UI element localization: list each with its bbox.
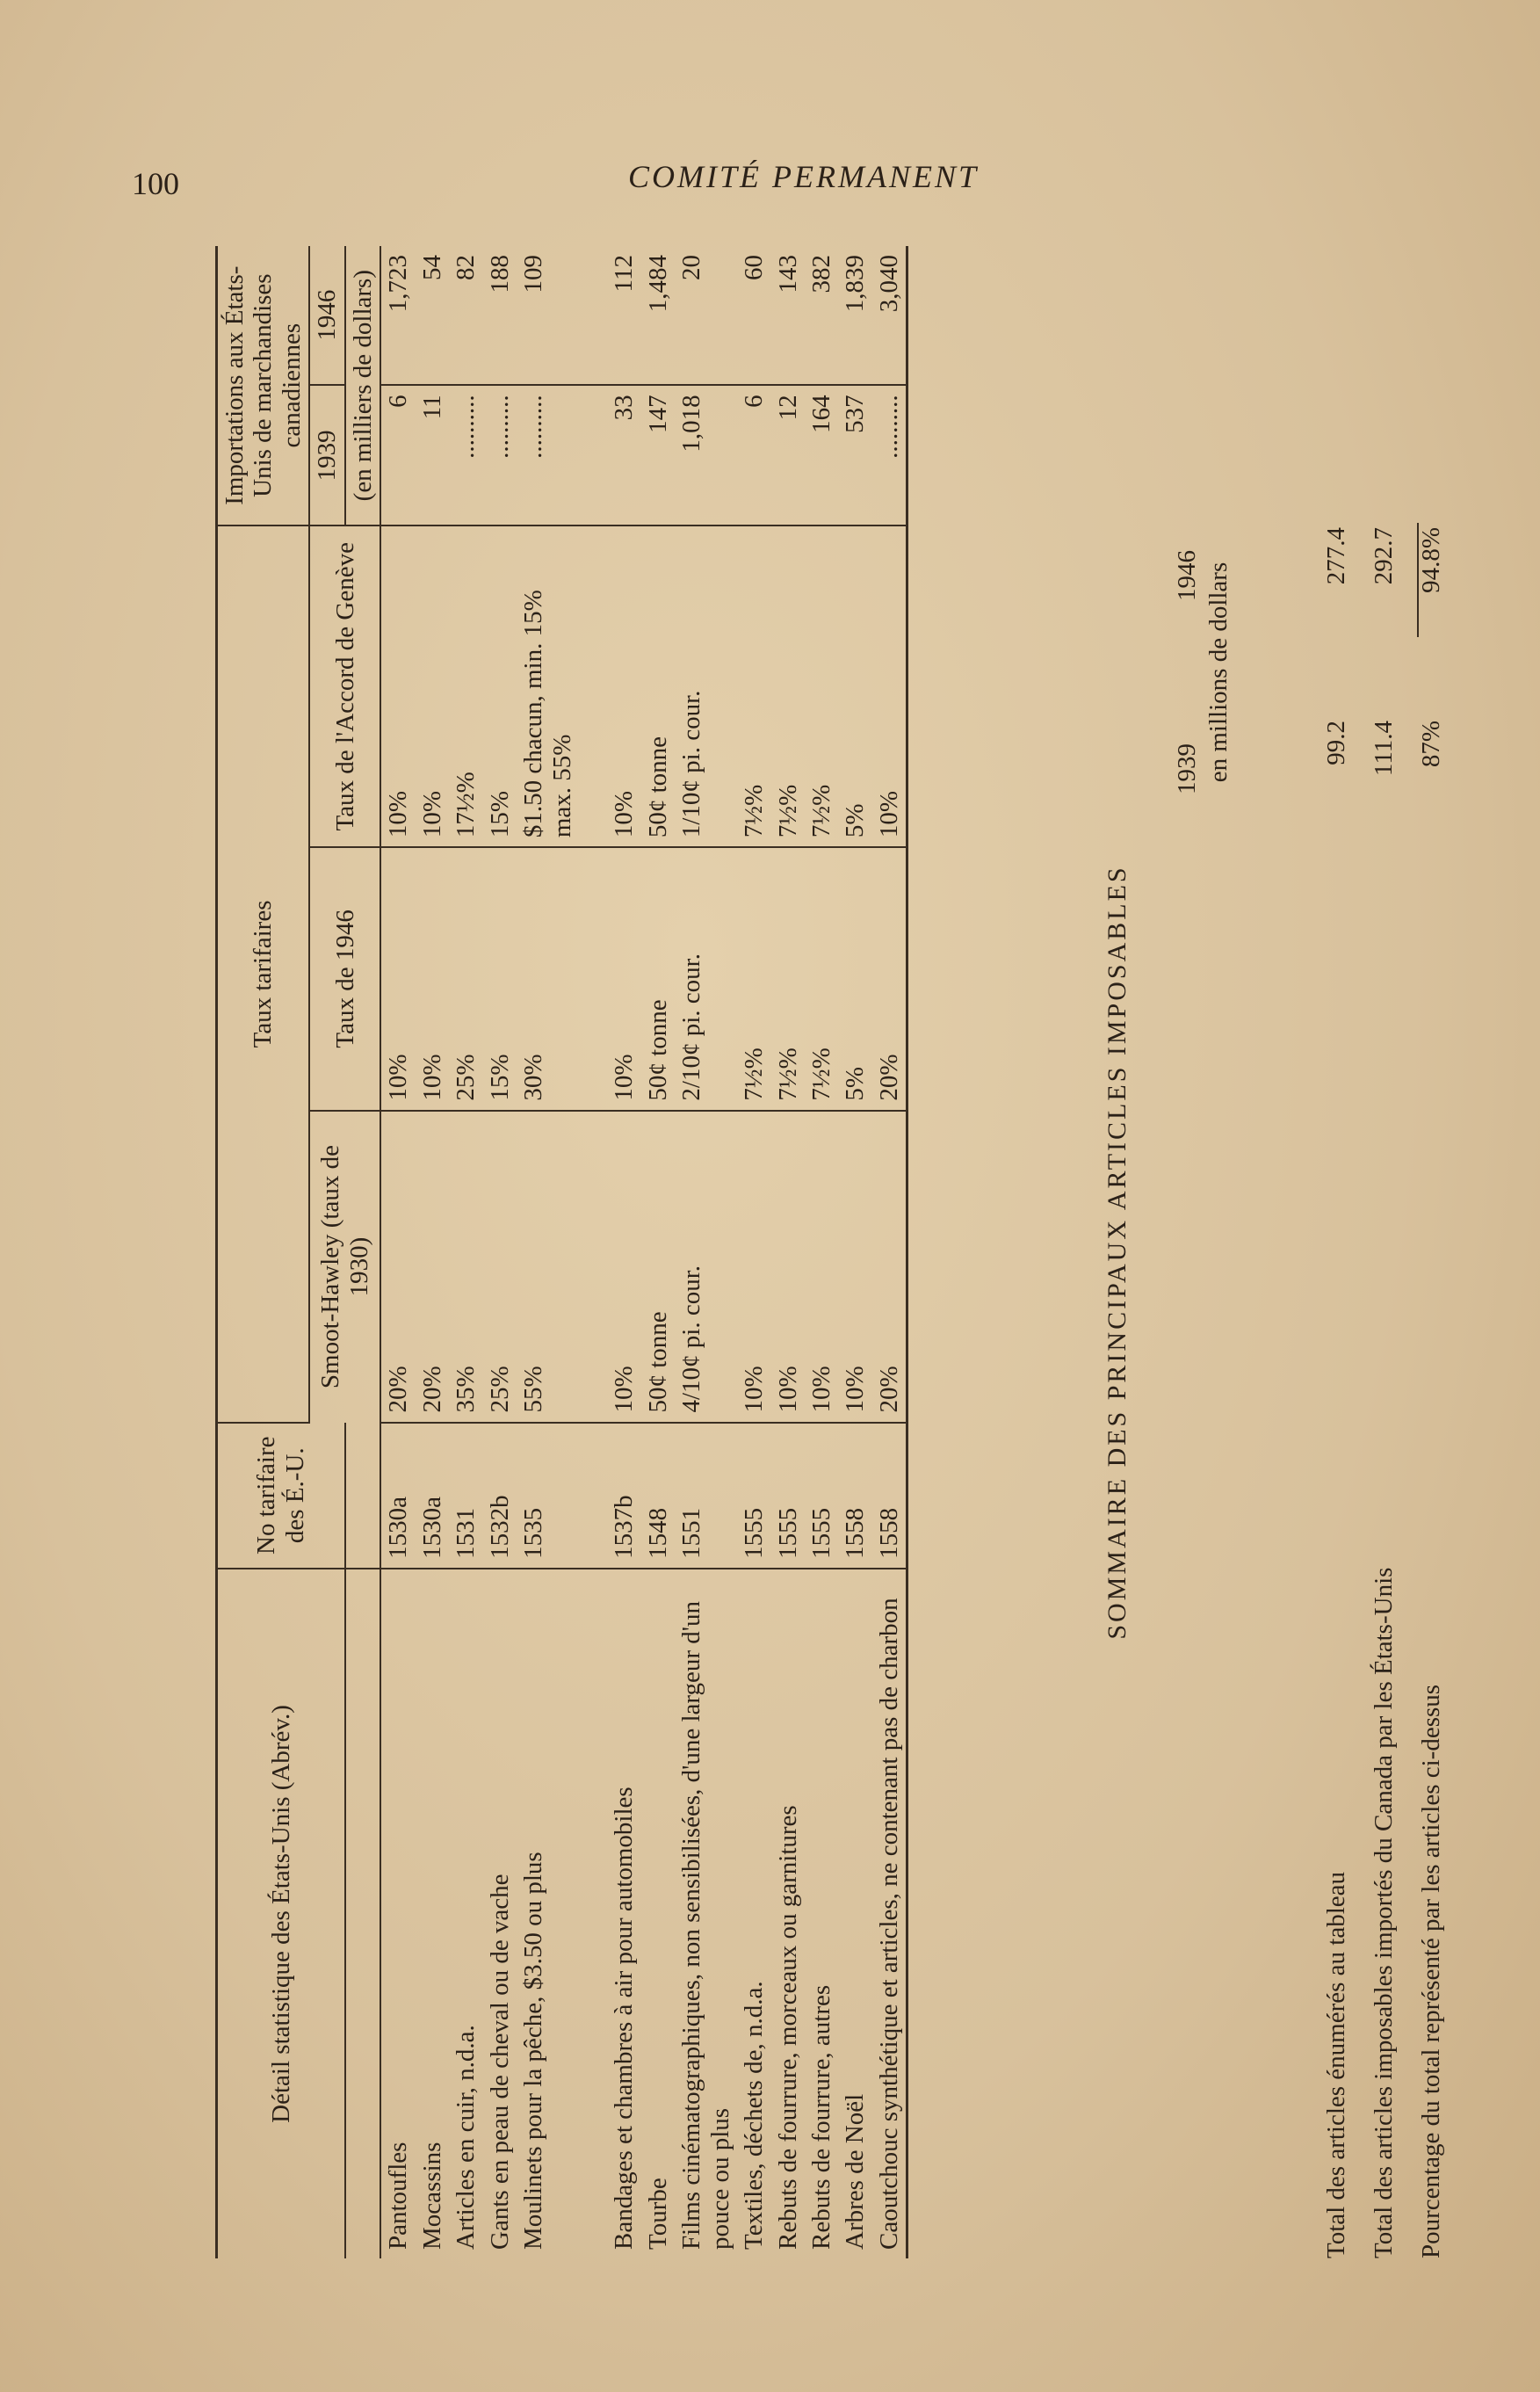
summary-rule bbox=[1417, 523, 1419, 637]
table-row bbox=[805, 246, 838, 2258]
row-geneva-rate: $1.50 chacun, min. 15% max. 55% bbox=[517, 526, 579, 847]
spacer-cell bbox=[579, 246, 607, 385]
row-geneva-rate: 7½% bbox=[805, 526, 838, 847]
table-row bbox=[737, 246, 770, 2258]
summary-value-1939: 87% bbox=[1417, 721, 1445, 768]
table-row bbox=[838, 246, 871, 2258]
row-smoot-hawley: 10% bbox=[607, 1111, 640, 1423]
row-smoot-hawley: 50¢ tonne bbox=[641, 1111, 675, 1423]
summary-year-1939: 1939 bbox=[1173, 743, 1201, 794]
row-imports-1939: .......... bbox=[449, 385, 482, 526]
summary-title: SOMMAIRE DES PRINCIPAUX ARTICLES IMPOSABLES bbox=[1103, 865, 1132, 1640]
row-description: Bandages et chambres à air pour automobiles bbox=[610, 1787, 639, 2250]
spacer-cell bbox=[579, 847, 607, 1110]
row-imports-1946: 54 bbox=[416, 246, 449, 385]
row-imports-1939: 11 bbox=[416, 385, 449, 526]
tariff-body bbox=[380, 246, 907, 2258]
summary-row bbox=[1417, 246, 1464, 2258]
table-row bbox=[449, 246, 482, 2258]
row-tariff-code: 1535 bbox=[517, 1423, 579, 1569]
spacer-cell bbox=[579, 526, 607, 847]
row-smoot-hawley: 20% bbox=[872, 1111, 907, 1423]
summary-row bbox=[1322, 246, 1370, 2258]
row-imports-1946: 1,484 bbox=[641, 246, 675, 385]
header-year-1946: 1946 bbox=[309, 246, 344, 385]
header-taux-tarifaires: Taux tarifaires bbox=[217, 526, 310, 1422]
row-imports-1939: 147 bbox=[641, 385, 675, 526]
table-row bbox=[872, 246, 907, 2258]
row-smoot-hawley: 10% bbox=[805, 1111, 838, 1423]
row-geneva-rate: 50¢ tonne bbox=[641, 526, 675, 847]
row-imports-1946: 20 bbox=[675, 246, 737, 385]
row-imports-1939: 537 bbox=[838, 385, 871, 526]
row-imports-1939: 12 bbox=[771, 385, 805, 526]
header-importations: Importations aux États-Unis de marchandises canadiennes bbox=[217, 246, 310, 526]
row-rate-1946: 2/10¢ pi. cour. bbox=[675, 847, 737, 1110]
summary-value-1939: 99.2 bbox=[1322, 721, 1350, 765]
spacer-cell bbox=[579, 385, 607, 526]
row-tariff-code: 1530a bbox=[380, 1423, 415, 1569]
row-imports-1939: 33 bbox=[607, 385, 640, 526]
row-tariff-code: 1555 bbox=[805, 1423, 838, 1569]
row-rate-1946: 10% bbox=[380, 847, 415, 1110]
row-description: Rebuts de fourrure, morceaux ou garnitures bbox=[773, 1805, 802, 2250]
row-imports-1939: .......... bbox=[872, 385, 907, 526]
row-rate-1946: 7½% bbox=[737, 847, 770, 1110]
page-number: 100 bbox=[132, 166, 179, 201]
summary-rows bbox=[1322, 246, 1464, 2258]
row-rate-1946: 20% bbox=[872, 847, 907, 1110]
header-unit: (en milliers de dollars) bbox=[345, 246, 380, 526]
row-description: Gants en peau de cheval ou de vache bbox=[485, 1874, 514, 2250]
summary-label: Total des articles imposables importés du Canada par les États-Unis bbox=[1370, 1567, 1398, 2258]
row-smoot-hawley: 20% bbox=[416, 1111, 449, 1423]
row-rate-1946: 5% bbox=[838, 847, 871, 1110]
row-smoot-hawley: 55% bbox=[517, 1111, 579, 1423]
row-imports-1939: 164 bbox=[805, 385, 838, 526]
summary-section bbox=[1103, 246, 1445, 2258]
row-description: Films cinématographiques, non sensibilisées, d'une largeur d'un pouce ou plus bbox=[677, 1600, 734, 2250]
spacer-cell bbox=[579, 1423, 607, 1569]
row-description: Mocassins bbox=[417, 2142, 446, 2250]
row-tariff-code: 1551 bbox=[675, 1423, 737, 1569]
row-geneva-rate: 1/10¢ pi. cour. bbox=[675, 526, 737, 847]
row-tariff-code: 1558 bbox=[872, 1423, 907, 1569]
row-rate-1946: 7½% bbox=[805, 847, 838, 1110]
row-imports-1939: .......... bbox=[483, 385, 517, 526]
row-description: Rebuts de fourrure, autres bbox=[806, 1984, 835, 2250]
summary-unit: en millions de dollars bbox=[1204, 562, 1233, 783]
row-tariff-code: 1532b bbox=[483, 1423, 517, 1569]
table-row bbox=[380, 246, 415, 2258]
summary-label: Pourcentage du total représenté par les articles ci-dessus bbox=[1417, 1684, 1445, 2258]
row-rate-1946: 15% bbox=[483, 847, 517, 1110]
row-imports-1946: 143 bbox=[771, 246, 805, 385]
row-geneva-rate: 5% bbox=[838, 526, 871, 847]
row-tariff-code: 1558 bbox=[838, 1423, 871, 1569]
header-description: Détail statistique des États-Unis (Abrév.) bbox=[217, 1569, 345, 2258]
row-imports-1946: 82 bbox=[449, 246, 482, 385]
rotated-content bbox=[215, 237, 1445, 2258]
summary-row bbox=[1370, 246, 1417, 2258]
header-tariff-no: No tarifaire des É.-U. bbox=[217, 1423, 345, 1569]
row-smoot-hawley: 35% bbox=[449, 1111, 482, 1423]
row-rate-1946: 10% bbox=[607, 847, 640, 1110]
table-row bbox=[517, 246, 579, 2258]
row-geneva-rate: 10% bbox=[380, 526, 415, 847]
row-imports-1946: 1,723 bbox=[380, 246, 415, 385]
row-tariff-code: 1555 bbox=[771, 1423, 805, 1569]
row-geneva-rate: 17½% bbox=[449, 526, 482, 847]
row-description: Tourbe bbox=[643, 2178, 672, 2250]
row-smoot-hawley: 10% bbox=[737, 1111, 770, 1423]
row-imports-1939: 1,018 bbox=[675, 385, 737, 526]
row-tariff-code: 1531 bbox=[449, 1423, 482, 1569]
summary-value-1939: 111.4 bbox=[1370, 721, 1398, 777]
row-imports-1946: 3,040 bbox=[872, 246, 907, 385]
row-smoot-hawley: 20% bbox=[380, 1111, 415, 1423]
row-imports-1946: 112 bbox=[607, 246, 640, 385]
summary-value-1946: 292.7 bbox=[1370, 527, 1398, 585]
row-rate-1946: 7½% bbox=[771, 847, 805, 1110]
row-imports-1946: 188 bbox=[483, 246, 517, 385]
header-spacer bbox=[345, 1569, 380, 2258]
summary-year-1946: 1946 bbox=[1173, 550, 1201, 601]
row-smoot-hawley: 10% bbox=[771, 1111, 805, 1423]
row-imports-1939: 6 bbox=[380, 385, 415, 526]
row-smoot-hawley: 25% bbox=[483, 1111, 517, 1423]
row-imports-1946: 109 bbox=[517, 246, 579, 385]
table-row bbox=[771, 246, 805, 2258]
summary-value-1946: 277.4 bbox=[1322, 527, 1350, 585]
table-row bbox=[483, 246, 517, 2258]
row-imports-1946: 382 bbox=[805, 246, 838, 385]
row-description: Arbres de Noël bbox=[841, 2093, 870, 2250]
table-row bbox=[607, 246, 640, 2258]
header-spacer bbox=[345, 1423, 380, 1569]
header-taux-1946: Taux de 1946 bbox=[309, 847, 380, 1110]
row-imports-1939: .......... bbox=[517, 385, 579, 526]
header-smoot-hawley: Smoot-Hawley (taux de 1930) bbox=[309, 1111, 380, 1423]
row-geneva-rate: 10% bbox=[607, 526, 640, 847]
row-imports-1946: 1,839 bbox=[838, 246, 871, 385]
row-imports-1946: 60 bbox=[737, 246, 770, 385]
row-geneva-rate: 7½% bbox=[737, 526, 770, 847]
summary-value-1946: 94.8% bbox=[1417, 527, 1445, 593]
row-geneva-rate: 10% bbox=[872, 526, 907, 847]
row-rate-1946: 30% bbox=[517, 847, 579, 1110]
row-geneva-rate: 15% bbox=[483, 526, 517, 847]
table-row bbox=[416, 246, 449, 2258]
row-imports-1939: 6 bbox=[737, 385, 770, 526]
row-description: Pantoufles bbox=[384, 2142, 413, 2250]
row-description: Caoutchouc synthétique et articles, ne contenant pas de charbon bbox=[874, 1598, 903, 2250]
row-description: Moulinets pour la pêche, $3.50 ou plus bbox=[519, 1852, 548, 2250]
row-tariff-code: 1537b bbox=[607, 1423, 640, 1569]
table-row bbox=[641, 246, 675, 2258]
summary-label: Total des articles énumérés au tableau bbox=[1322, 1871, 1350, 2258]
row-description: Articles en cuir, n.d.a. bbox=[452, 2025, 481, 2250]
row-smoot-hawley: 10% bbox=[838, 1111, 871, 1423]
row-smoot-hawley: 4/10¢ pi. cour. bbox=[675, 1111, 737, 1423]
running-head: COMITÉ PERMANENT bbox=[628, 159, 979, 194]
row-geneva-rate: 7½% bbox=[771, 526, 805, 847]
header-year-1939: 1939 bbox=[309, 385, 344, 526]
row-rate-1946: 25% bbox=[449, 847, 482, 1110]
spacer-cell bbox=[579, 1569, 607, 2258]
spacer-cell bbox=[579, 1111, 607, 1423]
row-tariff-code: 1548 bbox=[641, 1423, 675, 1569]
tariff-table bbox=[215, 246, 908, 2258]
row-rate-1946: 10% bbox=[416, 847, 449, 1110]
table-row bbox=[675, 246, 737, 2258]
row-tariff-code: 1530a bbox=[416, 1423, 449, 1569]
row-tariff-code: 1555 bbox=[737, 1423, 770, 1569]
row-rate-1946: 50¢ tonne bbox=[641, 847, 675, 1110]
row-description: Textiles, déchets de, n.d.a. bbox=[740, 1981, 769, 2250]
header-geneve: Taux de l'Accord de Genève bbox=[309, 526, 380, 847]
row-geneva-rate: 10% bbox=[416, 526, 449, 847]
group-spacer bbox=[579, 246, 607, 2258]
